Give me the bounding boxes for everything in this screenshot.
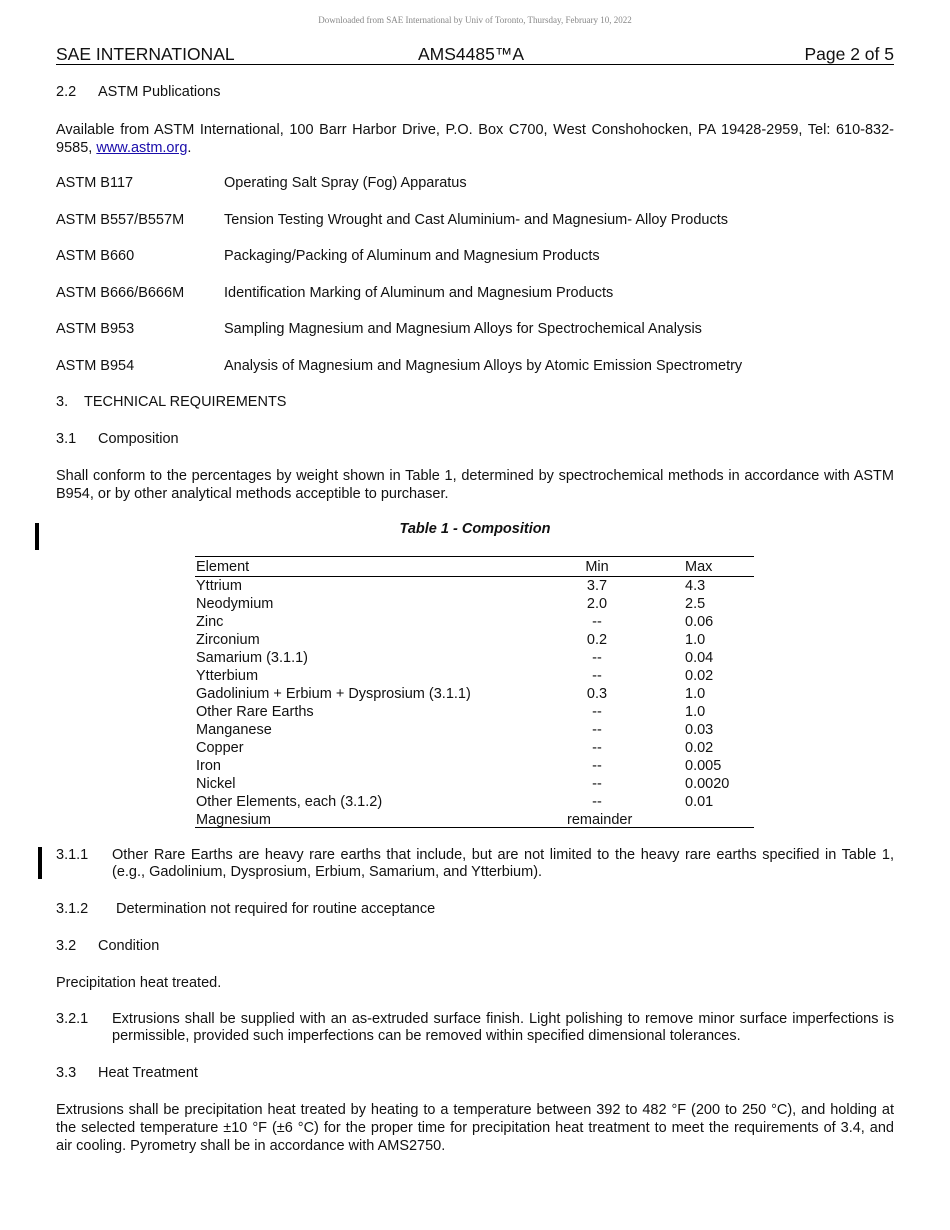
cell-min: -- [592,776,602,792]
section-3-3-heading [56,1065,198,1081]
cell-min: -- [592,758,602,774]
cell-element: Manganese [196,722,272,738]
cell-min: 3.7 [586,578,608,594]
cell-max: 0.005 [685,758,722,774]
composition-paragraph: Shall conform to the percentages by weight shown in Table 1, determined by spectrochemical methods in accordance with ASTM B954, or by other analytical methods acceptible to purchaser. [56,468,894,502]
section-title: TECHNICAL REQUIREMENTS [84,394,287,410]
reference-title: Sampling Magnesium and Magnesium Alloys for Spectrochemical Analysis [224,321,702,337]
cell-min: -- [592,704,602,720]
section-number: 3.2 [56,938,77,954]
header-max: Max [685,559,713,575]
table-caption: Table 1 - Composition [399,521,551,537]
cell-min: -- [592,722,602,738]
cell-element: Nickel [196,776,236,792]
section-3-2-1 [56,1011,894,1047]
reference-code: ASTM B666/B666M [56,285,185,301]
section-title: Composition [98,431,179,447]
section-3-1-1 [56,847,894,883]
section-number: 3. [56,394,69,410]
section-number: 3.3 [56,1065,77,1081]
cell-max: 0.0020 [685,776,730,792]
cell-element: Ytterbium [196,668,259,684]
availability-text: Available from ASTM International, 100 Barr Harbor Drive, P.O. Box C700, West Conshohocken, PA 19428-2959, Tel: 610-832-9585, [56,122,894,156]
section-text: Determination not required for routine acceptance [116,901,436,917]
cell-min: -- [592,650,602,666]
section-text: Extrusions shall be supplied with an as-extruded surface finish. Light polishing to remove minor surface imperfections is permissible, provided such imperfections can be removed within specified dimensional tolerances. [112,1011,894,1044]
header-organization: SAE INTERNATIONAL [56,44,235,64]
reference-title: Operating Salt Spray (Fog) Apparatus [224,175,467,191]
condition-paragraph: Precipitation heat treated. [56,975,222,991]
section-number: 2.2 [56,84,77,100]
cell-element: Samarium (3.1.1) [196,650,309,666]
cell-max: 0.06 [685,614,714,630]
cell-max: 2.5 [685,596,706,612]
cell-max: 0.01 [685,794,714,810]
cell-element: Magnesium [196,812,271,828]
header-page-number: Page 2 of 5 [804,44,894,64]
cell-min: -- [592,668,602,684]
cell-max: 4.3 [685,578,706,594]
cell-min: 0.2 [586,632,608,648]
section-2-2-heading [56,84,221,100]
cell-max: 0.03 [685,722,714,738]
section-number: 3.1.1 [56,847,89,863]
cell-max: 0.04 [685,650,714,666]
section-number: 3.2.1 [56,1011,89,1027]
heat-treatment-paragraph: Extrusions shall be precipitation heat treated by heating to a temperature between 392 to 482 °F (200 to 250 °C), and holding at the selected temperature ±10 °F (±6 °C) for the proper time for precipitation heat treatment to meet the requirements of 3.4, and air cooling. Pyrometry shall be in accordance with AMS2750. [56,1102,894,1154]
astm-website-link[interactable]: www.astm.org [96,140,188,156]
reference-code: ASTM B954 [56,358,135,374]
section-text: Other Rare Earths are heavy rare earths that include, but are not limited to the heavy rare earths specified in Table 1, (e.g., Gadolinium, Dysprosium, Erbium, Samarium, and Ytterbium). [112,847,894,880]
cell-element: Other Elements, each (3.1.2) [196,794,383,810]
section-3-heading [56,394,286,410]
availability-suffix: . [187,140,192,156]
section-3-2-heading [56,938,159,954]
cell-min: -- [592,740,602,756]
table-header-row [195,557,754,577]
revision-change-bar [38,847,42,879]
header-element: Element [196,559,250,575]
cell-min: -- [592,794,602,810]
cell-element: Zirconium [196,632,260,648]
cell-max: 1.0 [685,686,706,702]
cell-min: -- [592,614,602,630]
composition-table [195,556,754,828]
cell-element: Iron [196,758,221,774]
section-number: 3.1 [56,431,77,447]
reference-title: Packaging/Packing of Aluminum and Magnesium Products [224,248,600,264]
cell-element: Yttrium [196,578,242,594]
reference-code: ASTM B660 [56,248,135,264]
cell-element: Gadolinium + Erbium + Dysprosium (3.1.1) [196,686,471,702]
astm-availability-paragraph [56,121,894,157]
section-number: 3.1.2 [56,901,89,917]
reference-code: ASTM B557/B557M [56,212,185,228]
cell-max: 1.0 [685,704,706,720]
cell-element: Neodymium [196,596,274,612]
cell-max: 0.02 [685,668,714,684]
section-3-1-2 [56,901,894,919]
cell-min: 0.3 [586,686,608,702]
section-3-1-heading [56,431,179,447]
section-title: Condition [98,938,160,954]
section-title: ASTM Publications [98,84,221,100]
reference-title: Analysis of Magnesium and Magnesium Alloys by Atomic Emission Spectrometry [224,358,743,374]
cell-max: 0.02 [685,740,714,756]
header-min: Min [585,559,609,575]
cell-max: 1.0 [685,632,706,648]
reference-title: Tension Testing Wrought and Cast Aluminium- and Magnesium- Alloy Products [224,212,728,228]
header-document-number: AMS4485™A [418,44,525,64]
reference-code: ASTM B117 [56,175,134,191]
page-header [56,44,894,65]
section-title: Heat Treatment [98,1065,198,1081]
cell-element: Other Rare Earths [196,704,314,720]
download-notice: Downloaded from SAE International by Univ of Toronto, Thursday, February 10, 2022 [318,15,632,25]
cell-min: 2.0 [586,596,608,612]
cell-element: Zinc [196,614,224,630]
cell-element: Copper [196,740,244,756]
cell-min: remainder [567,812,633,828]
reference-title: Identification Marking of Aluminum and Magnesium Products [224,285,614,301]
reference-code: ASTM B953 [56,321,135,337]
